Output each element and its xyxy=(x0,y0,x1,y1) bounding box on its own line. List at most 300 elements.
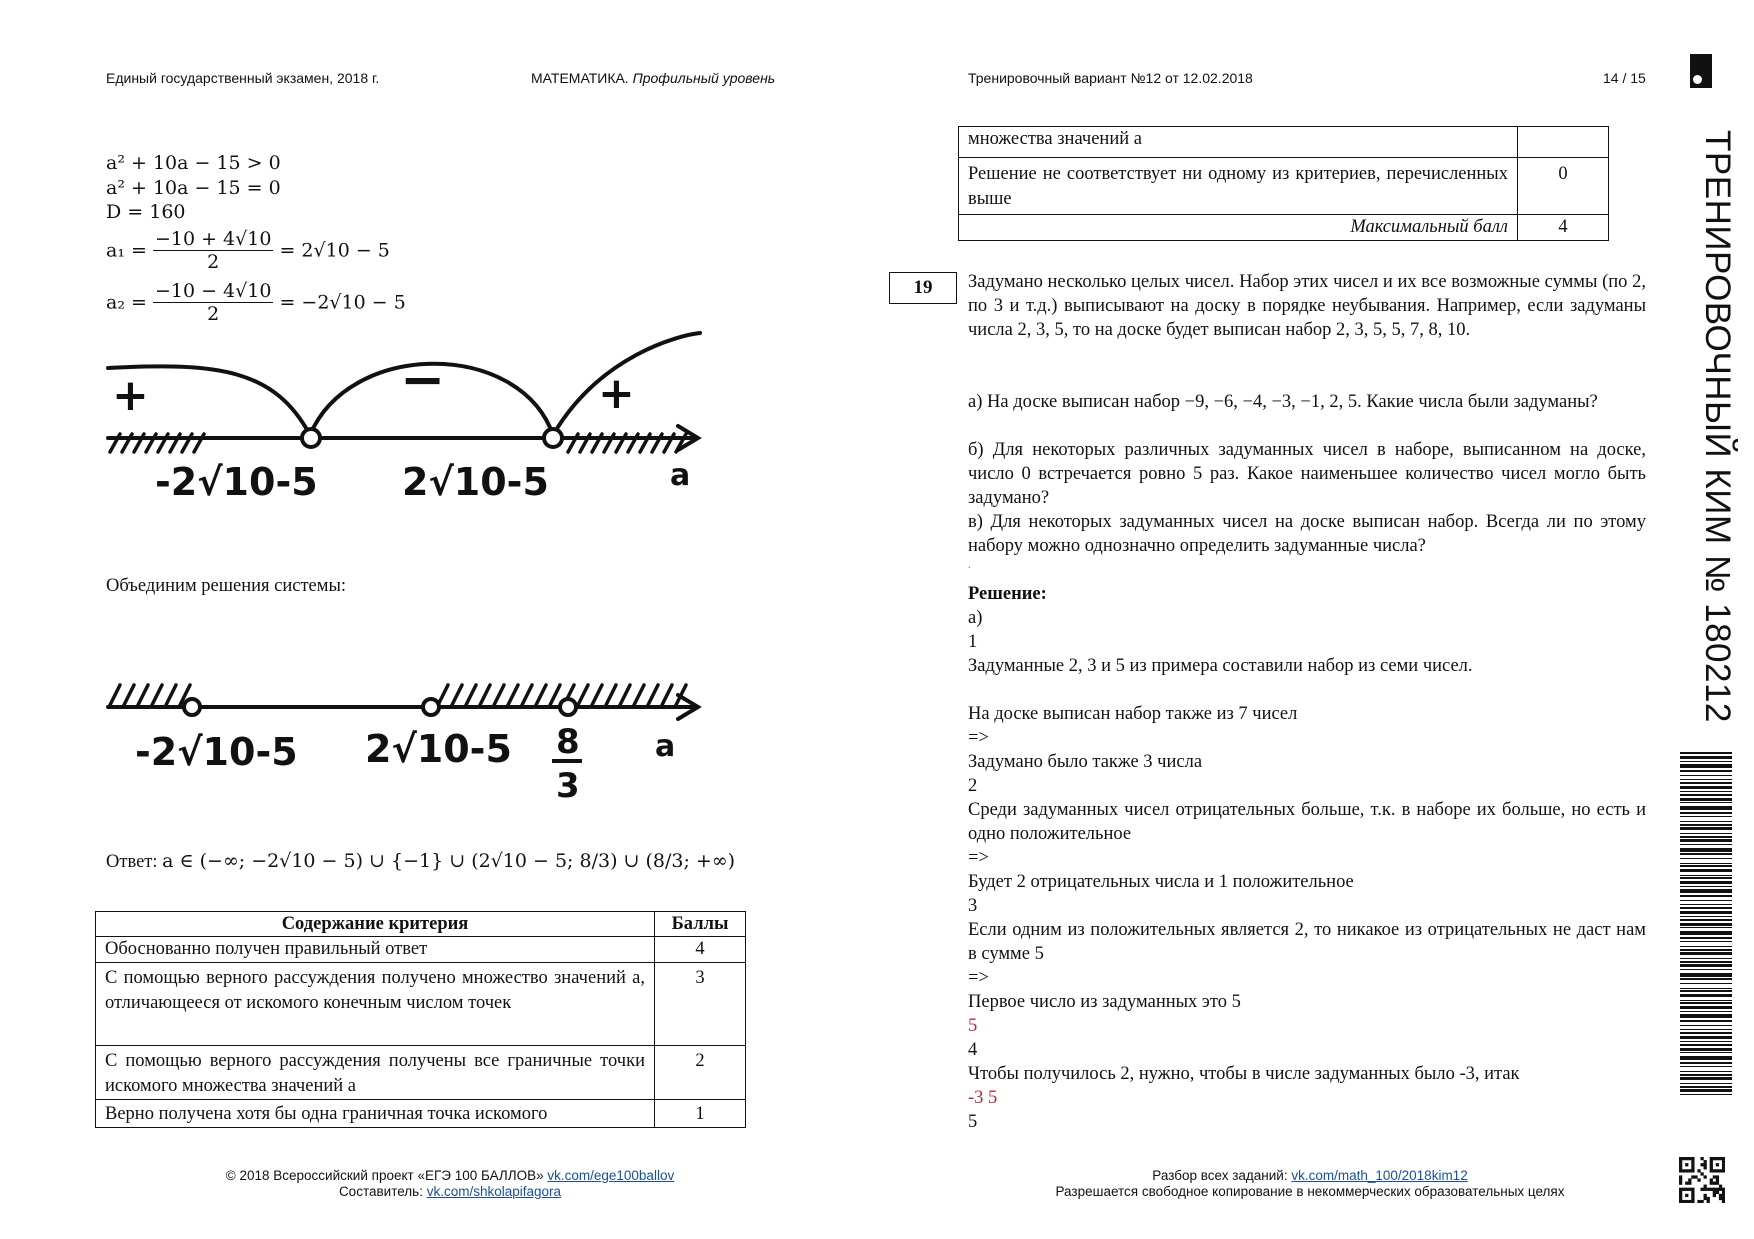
task-part-c: в) Для некоторых задуманных чисел на доске выписан набор. Всегда ли по этому набору можно однозначно определить задуманные числа? xyxy=(968,512,1646,556)
barcode-bar xyxy=(1680,821,1732,822)
sign-minus: − xyxy=(400,348,446,411)
solution-line: Задумано было также 3 числа xyxy=(968,752,1203,772)
qr-module xyxy=(1688,1157,1691,1160)
qr-module xyxy=(1685,1163,1688,1166)
solution-line: 2 xyxy=(968,776,978,796)
qr-module xyxy=(1700,1172,1703,1175)
footer-license: Разрешается свободное копирование в некоммерческих образовательных целях xyxy=(1055,1184,1565,1199)
qr-module xyxy=(1722,1163,1725,1166)
barcode-bar xyxy=(1680,802,1732,803)
barcode-bar xyxy=(1680,1052,1732,1053)
barcode-bar xyxy=(1680,1094,1732,1095)
qr-module xyxy=(1679,1200,1682,1203)
qr-module xyxy=(1716,1157,1719,1160)
barcode-bar xyxy=(1680,782,1732,784)
criteria-header-content: Содержание критерия xyxy=(96,912,655,937)
qr-module xyxy=(1700,1163,1703,1166)
barcode-bar xyxy=(1680,877,1732,879)
qr-module xyxy=(1713,1188,1716,1191)
barcode-bar xyxy=(1680,775,1732,776)
root-label-left: -2√10-5 xyxy=(155,460,318,504)
max-score-label: Максимальный балл xyxy=(959,215,1518,241)
task-number: 19 xyxy=(889,272,957,304)
hatch-stroke xyxy=(648,685,658,705)
barcode-bar xyxy=(1680,983,1732,984)
qr-module xyxy=(1679,1169,1682,1172)
barcode-bar xyxy=(1680,848,1732,852)
barcode-bar xyxy=(1680,1032,1732,1034)
criterion-text: С помощью верного рассуждения получено множество значений а, отличающееся от искомого конечным числом точек xyxy=(96,963,655,1046)
qr-module xyxy=(1710,1166,1713,1169)
barcode-bar xyxy=(1680,786,1732,789)
qr-module xyxy=(1722,1188,1725,1191)
qr-module xyxy=(1682,1169,1685,1172)
qr-module xyxy=(1704,1185,1707,1188)
qr-module xyxy=(1688,1200,1691,1203)
qr-module xyxy=(1679,1166,1682,1169)
criterion-points: 3 xyxy=(655,963,746,1046)
barcode-bar xyxy=(1680,927,1732,928)
answer-label: Ответ: xyxy=(106,852,158,872)
barcode-bar xyxy=(1680,931,1732,935)
barcode-bar xyxy=(1680,791,1732,792)
solution-line: Первое число из задуманных это 5 xyxy=(968,992,1241,1012)
criterion-points xyxy=(1518,127,1609,158)
qr-module xyxy=(1722,1160,1725,1163)
union-label-8-3 xyxy=(552,722,582,806)
header-exam-title: Единый государственный экзамен, 2018 г. xyxy=(106,70,380,86)
qr-module xyxy=(1710,1163,1713,1166)
stray-dot: . xyxy=(968,560,971,571)
barcode-bar xyxy=(1680,1041,1732,1042)
barcode-bar xyxy=(1680,1062,1732,1064)
qr-module xyxy=(1710,1182,1713,1185)
qr-module xyxy=(1716,1191,1719,1194)
qr-module xyxy=(1682,1157,1685,1160)
qr-module xyxy=(1716,1169,1719,1172)
qr-module xyxy=(1679,1163,1682,1166)
equation-1: a² + 10a − 15 = 0 xyxy=(106,177,281,199)
qr-module xyxy=(1679,1197,1682,1200)
barcode-bar xyxy=(1680,923,1732,926)
barcode-bar xyxy=(1680,1002,1732,1004)
qr-module xyxy=(1685,1194,1688,1197)
qr-module xyxy=(1713,1169,1716,1172)
qr-module xyxy=(1704,1188,1707,1191)
qr-module xyxy=(1704,1197,1707,1200)
criterion-text: Решение не соответствует ни одному из критериев, перечисленных выше xyxy=(959,158,1518,215)
barcode-bar xyxy=(1680,1077,1732,1080)
solution-line: Чтобы получилось 2, нужно, чтобы в числе задуманных было -3, итак xyxy=(968,1064,1520,1084)
qr-module xyxy=(1704,1160,1707,1163)
qr-module xyxy=(1713,1191,1716,1194)
criteria-header-points: Баллы xyxy=(655,912,746,937)
task-part-a: а) На доске выписан набор −9, −6, −4, −3, −1, 2, 5. Какие числа были задуманы? xyxy=(968,392,1598,412)
qr-module xyxy=(1704,1194,1707,1197)
union-diagram xyxy=(100,665,710,815)
barcode-bar xyxy=(1680,798,1732,801)
header-page-number: 14 / 15 xyxy=(1603,70,1646,86)
barcode-bar xyxy=(1680,1036,1732,1039)
hatch-stroke xyxy=(634,685,644,705)
qr-module xyxy=(1688,1169,1691,1172)
qr-module xyxy=(1719,1194,1722,1197)
sign-plus-left: + xyxy=(112,370,149,421)
qr-module xyxy=(1722,1194,1725,1197)
qr-module xyxy=(1722,1157,1725,1160)
qr-module xyxy=(1685,1169,1688,1172)
root-a2 xyxy=(106,280,406,325)
barcode-bar xyxy=(1680,1071,1732,1072)
barcode-bar xyxy=(1680,1006,1732,1009)
barcode-bar xyxy=(1680,858,1732,859)
qr-module xyxy=(1679,1188,1682,1191)
hatch-stroke xyxy=(522,685,532,705)
combine-solutions-text: Объединим решения системы: xyxy=(106,576,347,596)
barcode-bar xyxy=(1680,1011,1732,1012)
barcode-bar xyxy=(1680,836,1732,838)
side-title xyxy=(1697,130,1737,730)
footer-author-label: Составитель: xyxy=(338,1184,423,1199)
barcode-bar xyxy=(1680,1066,1732,1067)
qr-module xyxy=(1710,1157,1713,1160)
qr-module xyxy=(1722,1200,1725,1203)
qr-module xyxy=(1719,1188,1722,1191)
logo-icon xyxy=(1690,54,1712,88)
barcode-bar xyxy=(1680,844,1732,845)
solution-line: => xyxy=(968,968,989,988)
union-label-1: -2√10-5 xyxy=(135,730,298,774)
qr-module xyxy=(1679,1160,1682,1163)
qr-module xyxy=(1716,1188,1719,1191)
qr-module xyxy=(1716,1163,1719,1166)
qr-module xyxy=(1716,1178,1719,1181)
qr-module xyxy=(1691,1188,1694,1191)
footer-right xyxy=(1000,1168,1620,1200)
solution-line: 4 xyxy=(968,1040,978,1060)
solution-line: Задуманные 2, 3 и 5 из примера составили набор из семи чисел. xyxy=(968,656,1473,676)
table-row xyxy=(959,158,1609,215)
barcode-bar xyxy=(1680,1029,1732,1030)
criteria-table xyxy=(95,911,746,1128)
barcode-bar xyxy=(1680,1020,1732,1022)
barcode-bar xyxy=(1680,1056,1732,1060)
table-row xyxy=(959,215,1609,241)
footer-link-project[interactable]: vk.com/ege100ballov xyxy=(547,1168,675,1183)
qr-module xyxy=(1679,1157,1682,1160)
barcode-bar xyxy=(1680,1074,1732,1076)
table-row xyxy=(96,963,746,1046)
criteria-header-row xyxy=(96,912,746,937)
barcode-bar xyxy=(1680,911,1732,914)
barcode-bar xyxy=(1680,964,1732,967)
criterion-text: множества значений а xyxy=(959,127,1518,158)
qr-module xyxy=(1694,1175,1697,1178)
barcode-bar xyxy=(1680,969,1732,970)
qr-module xyxy=(1722,1197,1725,1200)
hatch-stroke xyxy=(578,685,588,705)
solution-line: 5 xyxy=(968,1112,978,1132)
criterion-points: 2 xyxy=(655,1046,746,1100)
qr-module xyxy=(1679,1191,1682,1194)
hatch-stroke xyxy=(620,685,630,705)
qr-module xyxy=(1691,1163,1694,1166)
barcode-bar xyxy=(1680,1089,1732,1092)
hatch-stroke xyxy=(480,685,490,705)
qr-module xyxy=(1688,1188,1691,1191)
solution-line: а) xyxy=(968,608,983,628)
footer-link-analysis[interactable]: vk.com/math_100/2018kim12 xyxy=(1291,1168,1468,1183)
barcode-bar xyxy=(1680,761,1732,762)
solution-line: 1 xyxy=(968,632,978,652)
qr-module xyxy=(1704,1175,1707,1178)
barcode-bar xyxy=(1680,863,1732,864)
header-subject-plain: МАТЕМАТИКА. xyxy=(531,70,629,86)
footer-analysis-label: Разбор всех заданий: xyxy=(1152,1168,1288,1183)
qr-module xyxy=(1691,1166,1694,1169)
barcode-bar xyxy=(1680,900,1732,901)
solution-line-blank xyxy=(968,678,1646,702)
barcode-bar xyxy=(1680,904,1732,905)
hatch-stroke xyxy=(452,685,462,705)
barcode-bar xyxy=(1680,949,1732,951)
qr-module xyxy=(1688,1182,1691,1185)
barcode-bar xyxy=(1680,853,1732,855)
barcode-bar xyxy=(1680,1044,1732,1046)
barcode-bar xyxy=(1680,978,1732,980)
criterion-text: Верно получена хотя бы одна граничная точка искомого xyxy=(96,1100,655,1128)
barcode-bar xyxy=(1680,946,1732,947)
barcode-bar xyxy=(1680,812,1732,814)
qr-module xyxy=(1704,1166,1707,1169)
qr-module xyxy=(1685,1188,1688,1191)
barcode-bar xyxy=(1680,937,1732,939)
criteria-table-continued xyxy=(958,126,1609,241)
qr-module xyxy=(1704,1163,1707,1166)
qr-module xyxy=(1722,1191,1725,1194)
barcode-bar xyxy=(1680,869,1732,872)
table-row xyxy=(96,1046,746,1100)
solution-line: Среди задуманных чисел отрицательных больше, т.к. в наборе их больше, но есть и одно положительное xyxy=(968,800,1646,844)
solution-line: 3 xyxy=(968,896,978,916)
qr-module xyxy=(1697,1169,1700,1172)
barcode-bar xyxy=(1680,1014,1732,1018)
barcode-bar xyxy=(1680,875,1732,876)
barcode-bar xyxy=(1680,886,1732,887)
qr-module xyxy=(1697,1200,1700,1203)
qr-module xyxy=(1719,1157,1722,1160)
qr-module xyxy=(1700,1200,1703,1203)
barcode-bar xyxy=(1680,865,1732,867)
qr-module xyxy=(1713,1157,1716,1160)
qr-module xyxy=(1722,1169,1725,1172)
root-a2-denominator: 2 xyxy=(207,303,220,325)
hatch-stroke xyxy=(466,685,476,705)
qr-module xyxy=(1682,1188,1685,1191)
barcode-bar xyxy=(1680,895,1732,897)
hatch-stroke xyxy=(606,685,616,705)
barcode-bar xyxy=(1680,916,1732,917)
inequality-1: a² + 10a − 15 > 0 xyxy=(106,152,281,174)
hatch-stroke xyxy=(662,685,672,705)
root-a1 xyxy=(106,228,390,273)
qr-code-icon xyxy=(1679,1157,1725,1203)
solution-body xyxy=(968,606,1646,1134)
barcode-bar xyxy=(1680,1083,1732,1084)
barcode-bar xyxy=(1680,824,1732,826)
qr-module xyxy=(1722,1166,1725,1169)
barcode-bar xyxy=(1680,941,1732,942)
hatch-stroke xyxy=(536,685,546,705)
union-hatch-left xyxy=(110,685,190,705)
barcode-bar xyxy=(1680,1000,1732,1001)
barcode-bar xyxy=(1680,779,1732,780)
barcode-bar xyxy=(1680,756,1732,759)
barcode-bar xyxy=(1680,988,1732,989)
qr-module xyxy=(1691,1197,1694,1200)
root-a1-lhs: a₁ = xyxy=(106,239,147,262)
sign-diagram xyxy=(100,330,710,510)
barcode-bar xyxy=(1680,907,1732,909)
criterion-text: С помощью верного рассуждения получены все граничные точки искомого множества значений а xyxy=(96,1046,655,1100)
barcode-bar xyxy=(1680,881,1732,884)
root-a1-numerator: −10 + 4√10 xyxy=(154,228,272,250)
table-row xyxy=(96,937,746,963)
root-a1-denominator: 2 xyxy=(207,251,220,273)
qr-module xyxy=(1719,1185,1722,1188)
root-a2-rhs: = −2√10 − 5 xyxy=(279,291,406,314)
union-label-a: a xyxy=(655,729,676,764)
criterion-points: 0 xyxy=(1518,158,1609,215)
qr-module xyxy=(1707,1197,1710,1200)
footer-link-author[interactable]: vk.com/shkolapifagora xyxy=(426,1184,562,1199)
qr-module xyxy=(1707,1200,1710,1203)
qr-module xyxy=(1713,1175,1716,1178)
solution-line-red: 5 xyxy=(968,1016,978,1036)
qr-module xyxy=(1688,1178,1691,1181)
task-part-b: б) Для некоторых различных задуманных чисел в наборе, выписанном на доске, число 0 встречается ровно 5 раз. Какое наименьшее количество чисел могло быть задумано? xyxy=(968,440,1646,508)
union-label-2: 2√10-5 xyxy=(365,727,512,771)
qr-module xyxy=(1685,1157,1688,1160)
criterion-text: Обоснованно получен правильный ответ xyxy=(96,937,655,963)
barcode-bar xyxy=(1680,833,1732,834)
table-row xyxy=(96,1100,746,1128)
union-open-point-3 xyxy=(560,699,576,715)
qr-module xyxy=(1691,1160,1694,1163)
root-a1-rhs: = 2√10 − 5 xyxy=(279,239,390,262)
qr-module xyxy=(1700,1157,1703,1160)
solution-line: Если одним из положительных является 2, то никакое из отрицательных не даст нам в сумме 5 xyxy=(968,920,1646,964)
qr-module xyxy=(1697,1178,1700,1181)
barcode-bar xyxy=(1680,919,1732,921)
qr-module xyxy=(1682,1200,1685,1203)
footer-left xyxy=(150,1168,750,1200)
barcode-bar xyxy=(1680,952,1732,955)
header-variant: Тренировочный вариант №12 от 12.02.2018 xyxy=(968,70,1253,86)
barcode-bar xyxy=(1680,958,1732,959)
root-a1-fraction xyxy=(153,228,273,273)
qr-module xyxy=(1707,1188,1710,1191)
barcode-bar xyxy=(1680,764,1732,768)
task-statement: Задумано несколько целых чисел. Набор этих чисел и их все возможные суммы (по 2, по 3 и т.д.) выписывают на доску в порядке неубывания. Например, если задуманы числа 2, 3, 5, то на доске будет выписан набор 2, 3, 5, 5, 7, 8, 10. xyxy=(968,272,1646,340)
criterion-points: 1 xyxy=(655,1100,746,1128)
qr-module xyxy=(1685,1182,1688,1185)
qr-module xyxy=(1691,1157,1694,1160)
qr-module xyxy=(1691,1194,1694,1197)
solution-line: На доске выписан набор также из 7 чисел xyxy=(968,704,1298,724)
qr-module xyxy=(1679,1194,1682,1197)
barcode-bar xyxy=(1680,827,1732,830)
union-open-point-2 xyxy=(423,699,439,715)
barcode-bar xyxy=(1680,973,1732,977)
barcode-bar xyxy=(1680,794,1732,796)
qr-module xyxy=(1691,1200,1694,1203)
solution-heading: Решение: xyxy=(968,584,1047,604)
header-subject-level: Профильный уровень xyxy=(632,70,776,86)
header-subject xyxy=(531,70,775,86)
qr-module xyxy=(1710,1169,1713,1172)
barcode-bar xyxy=(1680,752,1732,754)
answer-math: a ∈ (−∞; −2√10 − 5) ∪ {−1} ∪ (2√10 − 5; 8/3) ∪ (8/3; +∞) xyxy=(162,850,736,872)
qr-module xyxy=(1691,1169,1694,1172)
barcode-bar xyxy=(1680,806,1732,810)
barcode-bar xyxy=(1680,1025,1732,1026)
answer-line xyxy=(106,850,735,874)
qr-module xyxy=(1710,1178,1713,1181)
open-point-right xyxy=(544,429,562,447)
barcode-bar xyxy=(1680,889,1732,893)
root-a2-numerator: −10 − 4√10 xyxy=(154,280,272,302)
qr-module xyxy=(1716,1182,1719,1185)
max-score-value: 4 xyxy=(1518,215,1609,241)
qr-module xyxy=(1685,1200,1688,1203)
axis-label-a: a xyxy=(670,458,691,493)
root-a2-fraction xyxy=(153,280,273,325)
svg-text:3: 3 xyxy=(556,766,580,806)
sign-plus-right: + xyxy=(598,368,635,419)
qr-module xyxy=(1719,1169,1722,1172)
barcode-bar xyxy=(1680,994,1732,997)
union-open-point-1 xyxy=(184,699,200,715)
qr-module xyxy=(1679,1178,1682,1181)
barcode-bar xyxy=(1680,839,1732,842)
qr-module xyxy=(1716,1175,1719,1178)
qr-module xyxy=(1700,1188,1703,1191)
root-label-right: 2√10-5 xyxy=(402,460,549,504)
qr-module xyxy=(1691,1175,1694,1178)
qr-module xyxy=(1713,1194,1716,1197)
discriminant: D = 160 xyxy=(106,201,186,223)
qr-module xyxy=(1679,1175,1682,1178)
solution-line: => xyxy=(968,848,989,868)
criterion-points: 4 xyxy=(655,937,746,963)
barcode-bar xyxy=(1680,961,1732,963)
footer-copyright: © 2018 Всероссийский проект «ЕГЭ 100 БАЛЛОВ» xyxy=(225,1168,544,1183)
hatch-stroke xyxy=(508,685,518,705)
qr-module xyxy=(1719,1197,1722,1200)
qr-module xyxy=(1710,1188,1713,1191)
barcode-bar xyxy=(1680,990,1732,992)
root-a2-lhs: a₂ = xyxy=(106,291,147,314)
solution-line: => xyxy=(968,728,989,748)
qr-module xyxy=(1679,1182,1682,1185)
qr-module xyxy=(1710,1160,1713,1163)
hatch-stroke xyxy=(494,685,504,705)
hatch-stroke xyxy=(550,685,560,705)
qr-module xyxy=(1713,1182,1716,1185)
solution-line-red: -3 5 xyxy=(968,1088,998,1108)
hatch-stroke xyxy=(592,685,602,705)
